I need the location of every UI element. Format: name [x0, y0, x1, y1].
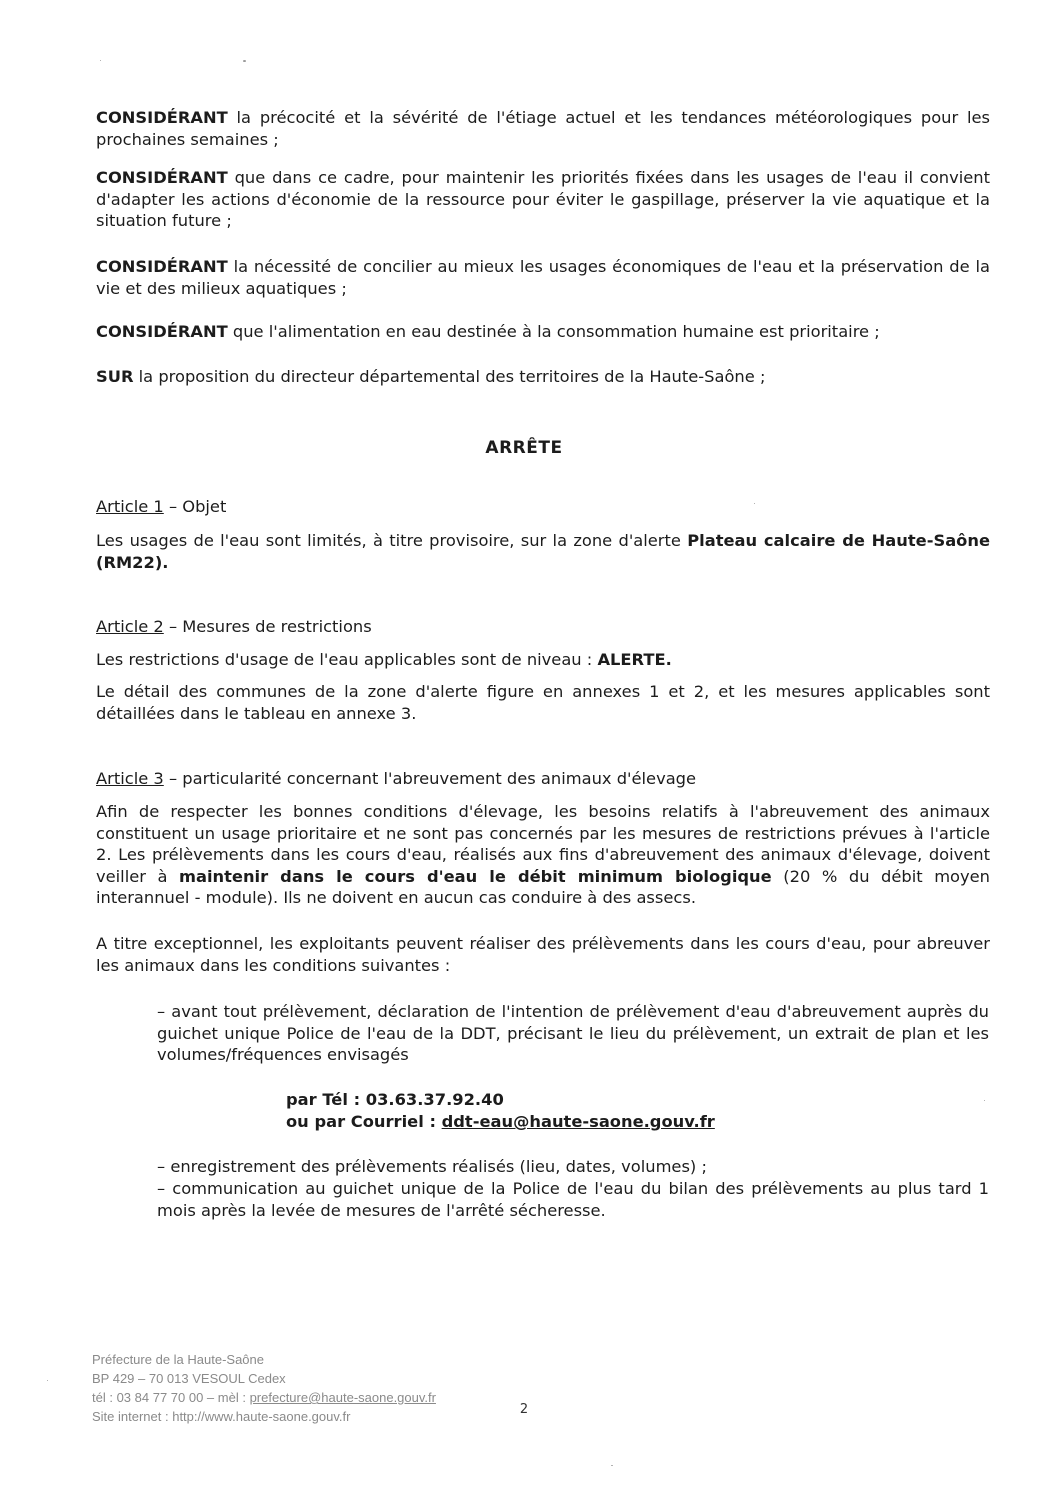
article-2-text: Les restrictions d'usage de l'eau applicables sont de niveau : [96, 650, 598, 669]
document-title: ARRÊTE [485, 438, 563, 458]
footer-line-name: Préfecture de la Haute-Saône [92, 1352, 264, 1367]
condition-item-3: – communication au guichet unique de la Police de l'eau du bilan des prélèvements au plus tard 1 mois après la levée de mesures de l'arrêté sécheresse. [157, 1179, 989, 1220]
considerant-keyword: CONSIDÉRANT [96, 322, 228, 341]
article-1-zone: Plateau calcaire de Haute-Saône (RM22). [96, 531, 990, 572]
article-1-heading [96, 496, 990, 518]
article-1-title: – Objet [163, 497, 227, 516]
considerant-keyword: CONSIDÉRANT [96, 257, 228, 276]
scan-speck [611, 1465, 613, 1466]
contact-email-prefix: ou par Courriel : [286, 1112, 442, 1131]
article-3-text-c: (20 % du débit moyen interannuel - module). Ils ne doivent en aucun cas conduire à des assecs. [96, 866, 990, 907]
article-2-body-1 [96, 649, 990, 671]
article-3-text-bold: maintenir dans le cours d'eau le débit minimum biologique [179, 866, 772, 886]
contact-email-line [286, 1111, 715, 1133]
condition-item-2: – enregistrement des prélèvements réalisés (lieu, dates, volumes) ; [157, 1157, 707, 1176]
scan-speck [47, 1380, 48, 1381]
considerant-text: la précocité et la sévérité de l'étiage actuel et les tendances météorologiques pour les prochaines semaines ; [96, 108, 990, 149]
scan-speck [243, 60, 246, 62]
sur-text: la proposition du directeur départemental des territoires de la Haute-Saône ; [133, 367, 766, 386]
article-1-body [96, 530, 990, 573]
contact-phone: par Tél : 03.63.37.92.40 [286, 1090, 504, 1109]
sur-proposition [96, 366, 990, 388]
considerant-keyword: CONSIDÉRANT [96, 168, 228, 187]
scan-speck [984, 1100, 985, 1101]
considerant-2 [96, 167, 990, 232]
article-3-heading [96, 768, 990, 790]
article-2-title: – Mesures de restrictions [163, 617, 372, 636]
article-3-body-2: A titre exceptionnel, les exploitants peuvent réaliser des prélèvements dans les cours d'eau, pour abreuver les animaux dans les conditions suivantes : [96, 934, 990, 975]
footer-email-link[interactable]: prefecture@haute-saone.gouv.fr [249, 1390, 436, 1405]
footer-phone: tél : 03 84 77 70 00 – mèl : [92, 1390, 250, 1405]
alert-level: ALERTE. [597, 650, 672, 669]
considerant-text: la nécessité de concilier au mieux les usages économiques de l'eau et la préservation de la vie et des milieux aquatiques ; [96, 257, 990, 298]
sur-keyword: SUR [96, 367, 134, 386]
considerant-1 [96, 107, 990, 150]
article-3-label: Article 3 [96, 769, 164, 788]
footer-line-website: Site internet : http://www.haute-saone.gouv.fr [92, 1409, 351, 1424]
article-2-label: Article 2 [96, 617, 164, 636]
considerant-text: que dans ce cadre, pour maintenir les priorités fixées dans les usages de l'eau il convient d'adapter les actions d'économie de la ressource pour éviter le gaspillage, préserver la vie aquatique et la situation future ; [96, 168, 990, 230]
scan-speck [100, 60, 101, 61]
scan-speck [754, 503, 755, 504]
footer-line-address: BP 429 – 70 013 VESOUL Cedex [92, 1371, 286, 1386]
article-1-label: Article 1 [96, 497, 164, 516]
article-2-heading [96, 616, 990, 638]
page-number: 2 [519, 1402, 529, 1417]
article-1-text: Les usages de l'eau sont limités, à titre provisoire, sur la zone d'alerte [96, 531, 688, 550]
contact-email-link[interactable]: ddt-eau@haute-saone.gouv.fr [441, 1112, 715, 1131]
considerant-3 [96, 256, 990, 299]
article-2-body-2: Le détail des communes de la zone d'alerte figure en annexes 1 et 2, et les mesures applicables sont détaillées dans le tableau en annexe 3. [96, 682, 990, 723]
considerant-4 [96, 321, 990, 343]
considerant-text: que l'alimentation en eau destinée à la consommation humaine est prioritaire ; [227, 322, 880, 341]
article-3-title: – particularité concernant l'abreuvement des animaux d'élevage [163, 769, 697, 788]
considerant-keyword: CONSIDÉRANT [96, 108, 228, 127]
condition-item-1: – avant tout prélèvement, déclaration de l'intention de prélèvement d'eau d'abreuvement auprès du guichet unique Police de l'eau de la DDT, précisant le lieu du prélèvement, un extrait de plan et les volumes/fréquences envisagés [157, 1002, 989, 1064]
article-3-body-1 [96, 801, 990, 909]
article-3-text-a: Afin de respecter les bonnes conditions d'élevage, les besoins relatifs à l'abreuvement des animaux constituent un usage prioritaire et ne sont pas concernés par les mesures de restrictions prévues à l'article 2. Les prélèvements dans les cours d'eau, réalisés aux fins d'abreuvement des animaux d'élevage, doivent veiller à [96, 802, 990, 886]
